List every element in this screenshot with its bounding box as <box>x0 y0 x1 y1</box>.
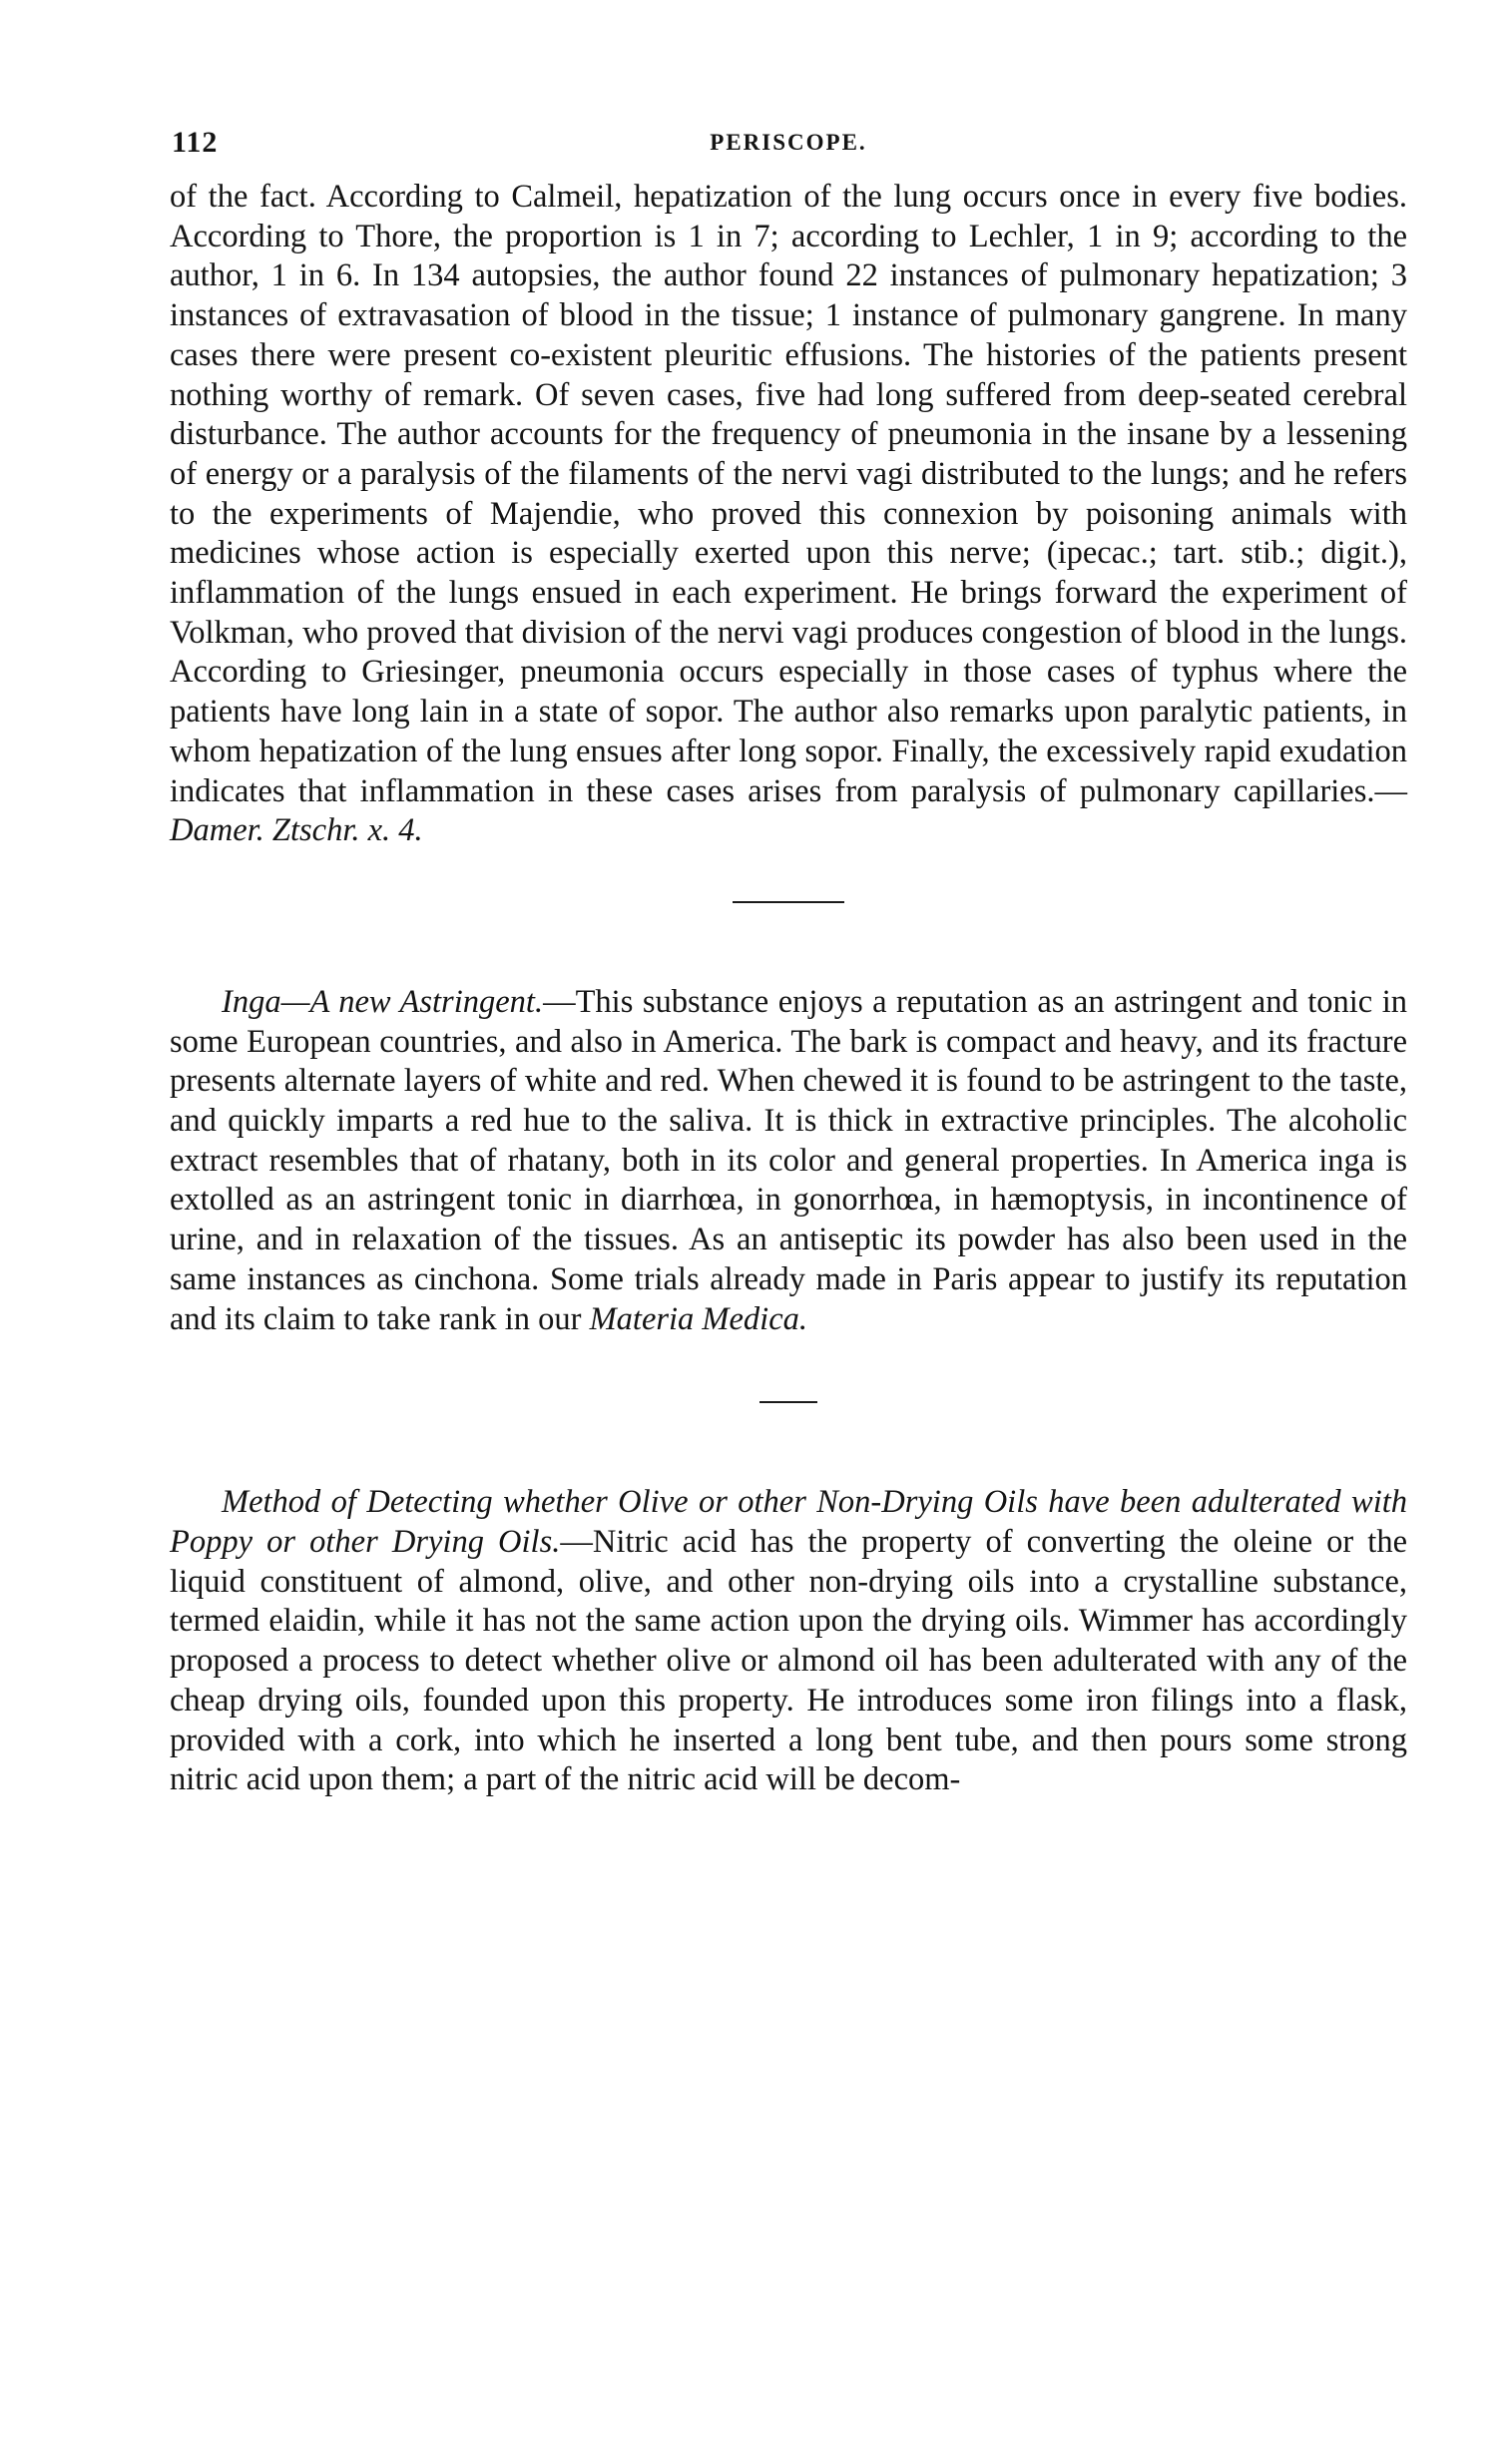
article-inga-materia-medica: Materia Medica. <box>589 1300 808 1337</box>
book-page <box>170 112 1407 1800</box>
article-oil-adulteration <box>170 1483 1407 1800</box>
article-inga-text: —This substance enjoys a reputation as an astringent and tonic in some European countries, and also in America. The bark is compact and heavy, and its fracture presents alternate layers of white and red. When chewed it is found to be astringent to the taste, and quickly imparts a red hue to the saliva. It is thick in extractive principles. The alcoholic extract resembles that of rhatany, both in its color and general properties. In America inga is extolled as an astringent tonic in diarrhœa, in gonorrhœa, in hæmoptysis, in incontinence of urine, and in relaxation of the tissues. As an antiseptic its powder has also been used in the same instances as cinchona. Some trials already made in Paris appear to justify its reputation and its claim to take rank in our <box>170 983 1407 1337</box>
article-oil-heading: Method of Detecting whether Olive or other Non-Drying Oils have been adulterated with Poppy or other Drying Oils. <box>170 1484 1407 1560</box>
running-title: PERISCOPE. <box>710 130 867 155</box>
section-divider-long <box>733 901 844 903</box>
page-number: 112 <box>172 126 219 159</box>
article-pneumonia-continuation <box>170 178 1407 851</box>
article-pneumonia-citation: Damer. Ztschr. x. 4. <box>170 812 423 849</box>
article-inga-heading: Inga—A new Astringent. <box>222 983 544 1020</box>
article-oil-text: —Nitric acid has the property of converting the oleine or the liquid constituent of almond, olive, and other non-drying oils into a crystalline substance, termed elaidin, while it has not the same action upon the drying oils. Wimmer has accordingly proposed a process to detect whether olive or almond oil has been adulterated with any of the cheap drying oils, founded upon this property. He introduces some iron filings into a flask, provided with a cork, into which he inserted a long bent tube, and then pours some strong nitric acid upon them; a part of the nitric acid will be decom- <box>170 1523 1407 1798</box>
article-inga <box>170 983 1407 1339</box>
section-divider-short <box>759 1401 817 1403</box>
article-pneumonia-text: of the fact. According to Calmeil, hepatization of the lung occurs once in every five bodies. According to Thore, the proportion is 1 in 7; according to Lechler, 1 in 9; according to the author, 1 in 6. In 134 autopsies, the author found 22 instances of pulmonary hepatization; 3 instances of extravasation of blood in the tissue; 1 instance of pulmonary gangrene. In many cases there were present co-existent pleuritic effusions. The histories of the patients present nothing worthy of remark. Of seven cases, five had long suffered from deep-seated cerebral disturbance. The author accounts for the frequency of pneumonia in the insane by a lessening of energy or a paralysis of the filaments of the nervi vagi distributed to the lungs; and he refers to the experiments of Majendie, who proved this connexion by poisoning animals with medicines whose action is especially exerted upon this nerve; (ipecac.; tart. stib.; digit.), inflammation of the lungs ensued in each experiment. He brings forward the experiment of Volkman, who proved that division of the nervi vagi produces congestion of blood in the lungs. According to Griesinger, pneumonia occurs especially in those cases of typhus where the patients have long lain in a state of sopor. The author also remarks upon paralytic patients, in whom hepatization of the lung ensues after long sopor. Finally, the excessively rapid exudation indicates that inflammation in these cases arises from paralysis of pulmonary capillaries.— <box>170 179 1407 809</box>
running-head <box>170 112 1407 172</box>
